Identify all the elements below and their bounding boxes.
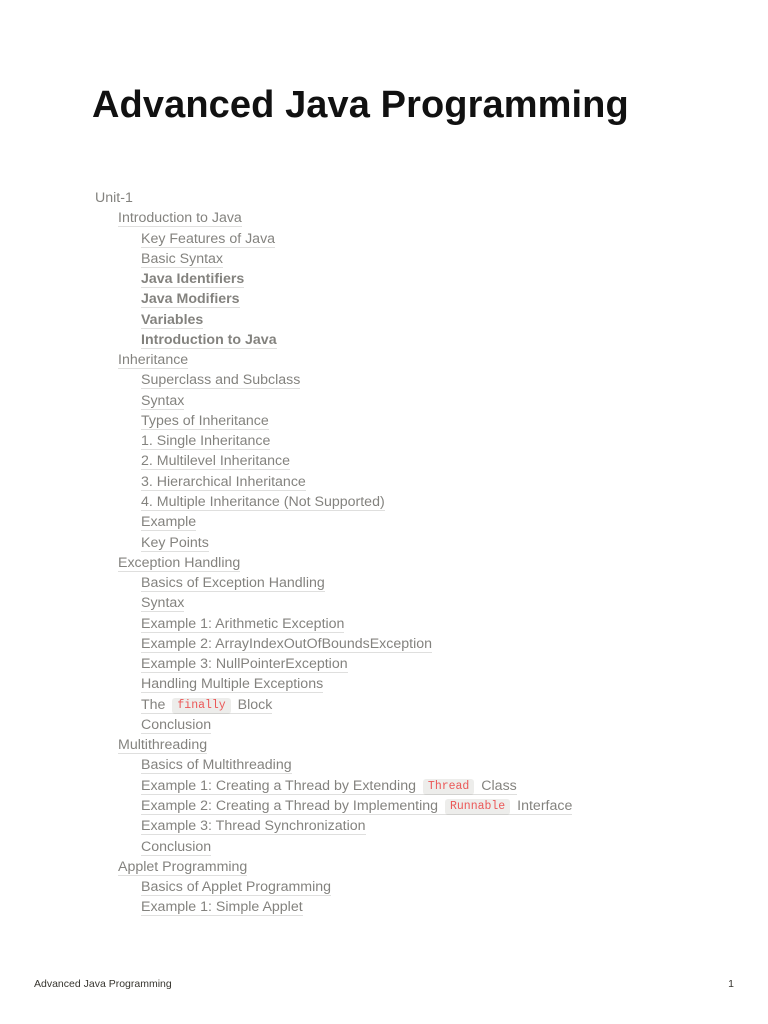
toc-section-link[interactable]: Unit-1: [95, 190, 133, 206]
toc-link[interactable]: Introduction to Java: [118, 210, 242, 227]
toc-link[interactable]: Example 3: NullPointerException: [141, 656, 348, 673]
toc-link[interactable]: 3. Hierarchical Inheritance: [141, 473, 306, 490]
toc-link[interactable]: Java Identifiers: [141, 271, 245, 288]
toc-link[interactable]: Example 3: Thread Synchronization: [141, 818, 366, 835]
toc-item: [95, 837, 715, 857]
toc-link[interactable]: Basics of Exception Handling: [141, 575, 325, 592]
toc-link[interactable]: 2. Multilevel Inheritance: [141, 453, 291, 470]
toc-item: [95, 614, 715, 634]
toc-link[interactable]: Syntax: [141, 392, 185, 409]
toc-link[interactable]: Basics of Applet Programming: [141, 879, 332, 896]
toc-link[interactable]: Syntax: [141, 595, 185, 612]
toc-item: [95, 755, 715, 775]
toc-item: [95, 695, 715, 715]
toc-item: [95, 654, 715, 674]
toc-link[interactable]: [141, 798, 572, 815]
toc-item: [95, 330, 715, 350]
toc-link[interactable]: Introduction to Java: [141, 331, 277, 348]
toc-link[interactable]: Basics of Multithreading: [141, 757, 292, 774]
toc-item: [95, 472, 715, 492]
toc-item: [95, 796, 715, 816]
toc-item: [95, 674, 715, 694]
toc-link[interactable]: Example 2: ArrayIndexOutOfBoundsException: [141, 635, 433, 652]
toc-item: [95, 553, 715, 573]
toc-link[interactable]: Example: [141, 514, 197, 531]
toc-section-heading: [95, 188, 715, 208]
toc-link[interactable]: Handling Multiple Exceptions: [141, 676, 324, 693]
toc-link-text: Class: [477, 777, 517, 794]
toc-link[interactable]: Java Modifiers: [141, 291, 240, 308]
toc-link-text: Interface: [513, 797, 573, 814]
inline-code: Runnable: [445, 799, 510, 815]
toc-item: [95, 451, 715, 471]
toc-item: [95, 208, 715, 228]
toc-item: [95, 634, 715, 654]
toc-link[interactable]: [141, 697, 272, 714]
toc-item: [95, 533, 715, 553]
toc-item: [95, 877, 715, 897]
toc-link[interactable]: Example 1: Arithmetic Exception: [141, 615, 345, 632]
toc-item: [95, 350, 715, 370]
toc-link[interactable]: Types of Inheritance: [141, 412, 269, 429]
toc-link[interactable]: Conclusion: [141, 716, 212, 733]
toc-link[interactable]: Basic Syntax: [141, 250, 224, 267]
toc-item: [95, 229, 715, 249]
toc-link-text: Block: [233, 696, 273, 713]
toc-link[interactable]: [141, 778, 517, 795]
toc-item: [95, 573, 715, 593]
toc-item: [95, 512, 715, 532]
toc-link[interactable]: Exception Handling: [118, 554, 241, 571]
toc-link[interactable]: Superclass and Subclass: [141, 372, 301, 389]
toc-link-text: Example 1: Creating a Thread by Extending: [141, 777, 420, 794]
toc-item: [95, 411, 715, 431]
toc-item: [95, 857, 715, 877]
page-footer: [34, 978, 734, 990]
inline-code: Thread: [423, 779, 474, 795]
inline-code: finally: [172, 698, 230, 714]
toc-item: [95, 776, 715, 796]
toc-item: [95, 310, 715, 330]
toc-link[interactable]: Multithreading: [118, 737, 208, 754]
toc-link[interactable]: Conclusion: [141, 838, 212, 855]
toc-item: [95, 289, 715, 309]
toc-item: [95, 897, 715, 917]
toc-item: [95, 816, 715, 836]
toc-link[interactable]: Inheritance: [118, 352, 189, 369]
toc-link-text: The: [141, 696, 170, 713]
toc-item: [95, 269, 715, 289]
toc-link[interactable]: 1. Single Inheritance: [141, 433, 271, 450]
toc-item: [95, 715, 715, 735]
toc-link[interactable]: Example 1: Simple Applet: [141, 899, 303, 916]
toc-item: [95, 492, 715, 512]
toc-link-text: Example 2: Creating a Thread by Implementing: [141, 797, 442, 814]
toc-link[interactable]: Key Features of Java: [141, 230, 276, 247]
toc-item: [95, 593, 715, 613]
toc-link[interactable]: Variables: [141, 311, 204, 328]
toc-link[interactable]: Applet Programming: [118, 858, 248, 875]
toc-item: [95, 735, 715, 755]
toc-item: [95, 249, 715, 269]
page-title: Advanced Java Programming: [92, 84, 629, 126]
toc-link[interactable]: Key Points: [141, 534, 209, 551]
toc-item: [95, 391, 715, 411]
table-of-contents: [95, 188, 715, 918]
toc-link[interactable]: 4. Multiple Inheritance (Not Supported): [141, 493, 385, 510]
page-number: 1: [728, 978, 734, 990]
toc-item: [95, 431, 715, 451]
toc-item: [95, 370, 715, 390]
footer-title: Advanced Java Programming: [34, 978, 172, 990]
